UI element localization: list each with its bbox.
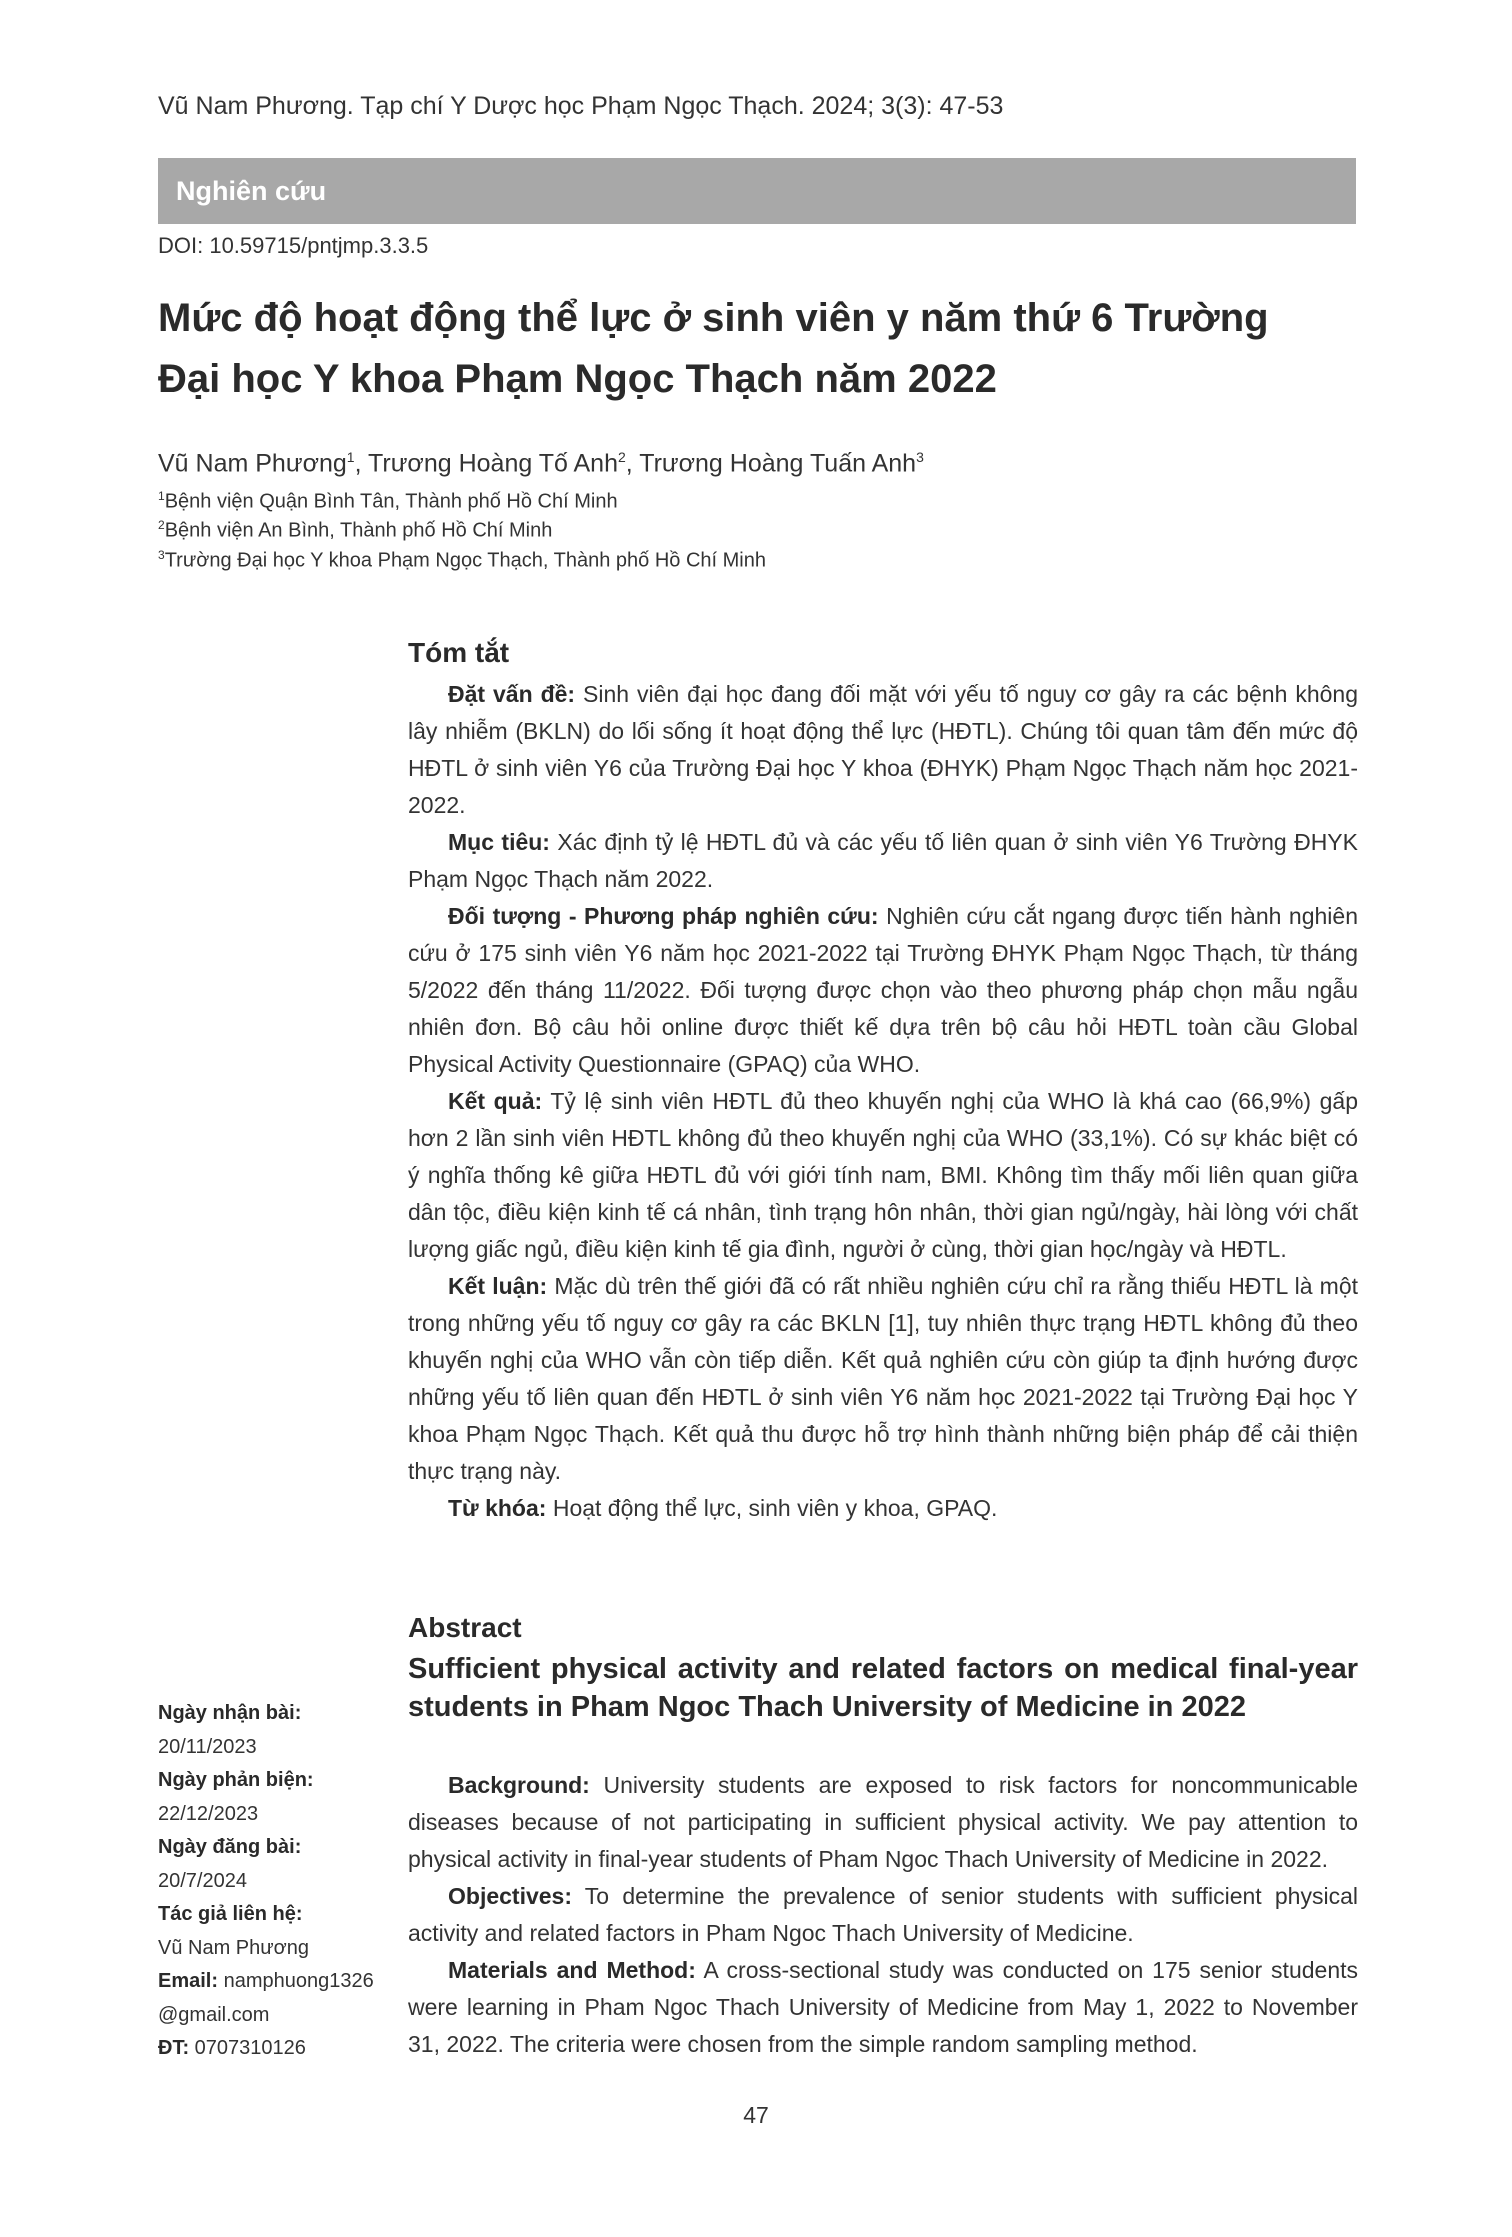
affiliation-sup: 2 <box>158 518 165 532</box>
abstract-paragraph <box>408 824 1358 898</box>
abstract-paragraph <box>408 676 1358 824</box>
paragraph-label: Mục tiêu: <box>448 829 550 855</box>
author-sup: 2 <box>617 449 626 465</box>
affiliation <box>158 518 552 543</box>
author-name: Vũ Nam Phương <box>158 449 347 478</box>
paragraph-text: Hoạt động thể lực, sinh viên y khoa, GPAQ. <box>546 1495 998 1521</box>
paragraph-text: University students are exposed to risk factors for noncommunicable diseases because of not participating in sufficient physical activity. We pay attention to physical activity in final-year students of Pham Ngoc Thach University of Medicine in 2022. <box>408 1772 1358 1872</box>
paragraph-text: Tỷ lệ sinh viên HĐTL đủ theo khuyến nghị của WHO là khá cao (66,9%) gấp hơn 2 lần sinh viên HĐTL không đủ theo khuyến nghị của WHO (33,1%). Có sự khác biệt có ý nghĩa thống kê giữa HĐTL đủ với giới tính nam, BMI. Không tìm thấy mối liên quan giữa dân tộc, điều kiện kinh tế cá nhân, tình trạng hôn nhân, thời gian ngủ/ngày, hài lòng với chất lượng giấc ngủ, điều kiện kinh tế gia đình, người ở cùng, thời gian học/ngày và HĐTL. <box>408 1088 1358 1262</box>
affiliation-sup: 3 <box>158 548 165 562</box>
published-date: 20/7/2024 <box>158 1869 247 1892</box>
abstract-paragraph <box>408 898 1358 1083</box>
author-sep: , <box>625 449 640 478</box>
title-line: Mức độ hoạt động thể lực ở sinh viên y năm thứ 6 Trường <box>158 296 1269 340</box>
abstract-paragraph <box>408 1490 1358 1527</box>
en-abstract-heading: Abstract <box>408 1612 522 1643</box>
paragraph-text: Xác định tỷ lệ HĐTL đủ và các yếu tố liên quan ở sinh viên Y6 Trường ĐHYK Phạm Ngọc Thạch năm 2022. <box>408 829 1358 892</box>
article-title <box>158 288 1358 410</box>
author-sup: 3 <box>916 449 924 465</box>
paragraph-text: Sinh viên đại học đang đối mặt với yếu tố nguy cơ gây ra các bệnh không lây nhiễm (BKLN) do lối sống ít hoạt động thể lực (HĐTL). Chúng tôi quan tâm đến mức độ HĐTL ở sinh viên Y6 của Trường Đại học Y khoa (ĐHYK) Phạm Ngọc Thạch năm học 2021-2022. <box>408 681 1358 818</box>
abstract-paragraph <box>408 1268 1358 1490</box>
paragraph-label: Đặt vấn đề: <box>448 681 576 707</box>
citation-line: Vũ Nam Phương. Tạp chí Y Dược học Phạm Ngọc Thạch. 2024; 3(3): 47-53 <box>158 92 1004 120</box>
doi: DOI: 10.59715/pntjmp.3.3.5 <box>158 233 429 258</box>
author-name: Trương Hoàng Tố Anh <box>368 449 618 478</box>
affiliation-text: Bệnh viện An Bình, Thành phố Hồ Chí Minh <box>164 519 553 542</box>
paragraph-label: Background: <box>448 1772 590 1798</box>
affiliation-sup: 1 <box>158 489 165 503</box>
published-label: Ngày đăng bài: <box>158 1836 302 1858</box>
email-line <box>158 1965 398 1999</box>
email-label: Email: <box>158 1970 219 1992</box>
paragraph-label: Kết luận: <box>448 1273 548 1299</box>
phone-value: 0707310126 <box>189 2037 306 2059</box>
title-line: Đại học Y khoa Phạm Ngọc Thạch năm 2022 <box>158 357 997 401</box>
affiliation-text: Bệnh viện Quận Bình Tân, Thành phố Hồ Chí Minh <box>164 490 618 513</box>
section-bar: Nghiên cứu <box>158 158 1356 224</box>
vn-abstract-heading: Tóm tắt <box>408 637 510 668</box>
paragraph-text: To determine the prevalence of senior students with sufficient physical activity and related factors in Pham Ngoc Thach University of Medicine. <box>408 1883 1358 1946</box>
reviewed-label: Ngày phản biện: <box>158 1769 314 1791</box>
author-list <box>158 449 924 478</box>
vn-abstract-body <box>408 676 1358 1527</box>
en-abstract-subtitle: Sufficient physical activity and related factors on medical final-year students in Pham Ngoc Thach University of Medicine in 2022 <box>408 1653 1358 1723</box>
author-name: Trương Hoàng Tuấn Anh <box>639 449 917 478</box>
page-number: 47 <box>743 2102 769 2128</box>
reviewed-date: 22/12/2023 <box>158 1802 259 1825</box>
en-abstract-body <box>408 1767 1358 2063</box>
affiliation <box>158 548 766 573</box>
paragraph-label: Đối tượng - Phương pháp nghiên cứu: <box>448 903 879 929</box>
affiliation <box>158 489 618 514</box>
email-value: namphuong1326 <box>218 1970 374 1992</box>
corresponding-name: Vũ Nam Phương <box>158 1936 310 1959</box>
email-domain: @gmail.com <box>158 2003 270 2026</box>
author-sup: 1 <box>346 449 355 465</box>
paragraph-label: Materials and Method: <box>448 1957 696 1983</box>
paragraph-label: Objectives: <box>448 1883 572 1909</box>
received-date: 20/11/2023 <box>158 1735 257 1758</box>
paragraph-text: Nghiên cứu cắt ngang được tiến hành nghiên cứu ở 175 sinh viên Y6 năm học 2021-2022 tại Trường ĐHYK Phạm Ngọc Thạch, từ tháng 5/2022 đến tháng 11/2022. Đối tượng được chọn vào theo phương pháp chọn mẫu ngẫu nhiên đơn. Bộ câu hỏi online được thiết kế dựa trên bộ câu hỏi HĐTL toàn cầu Global Physical Activity Questionnaire (GPAQ) của WHO. <box>408 903 1358 1077</box>
abstract-paragraph <box>408 1878 1358 1952</box>
abstract-paragraph <box>408 1767 1358 1878</box>
phone-label: ĐT: <box>158 2037 190 2059</box>
affiliation-text: Trường Đại học Y khoa Phạm Ngọc Thạch, Thành phố Hồ Chí Minh <box>164 549 766 572</box>
abstract-paragraph <box>408 1952 1358 2063</box>
paragraph-label: Từ khóa: <box>448 1495 547 1521</box>
article-info-sidebar <box>158 1697 398 2066</box>
received-label: Ngày nhận bài: <box>158 1702 302 1724</box>
author-sep: , <box>354 449 369 478</box>
paragraph-text: Mặc dù trên thế giới đã có rất nhiều nghiên cứu chỉ ra rằng thiếu HĐTL là một trong những yếu tố nguy cơ gây ra các BKLN [1], tuy nhiên thực trạng HĐTL không đủ theo khuyến nghị của WHO vẫn còn tiếp diễn. Kết quả nghiên cứu còn giúp ta định hướng được những yếu tố liên quan đến HĐTL ở sinh viên Y6 năm học 2021-2022 tại Trường Đại học Y khoa Phạm Ngọc Thạch. Kết quả thu được hỗ trợ hình thành những biện pháp để cải thiện thực trạng này. <box>408 1273 1359 1484</box>
paragraph-label: Kết quả: <box>448 1088 543 1114</box>
corresponding-label: Tác giả liên hệ: <box>158 1903 303 1925</box>
phone-line <box>158 2032 398 2066</box>
paragraph-text: A cross-sectional study was conducted on 175 senior students were learning in Pham Ngoc Thach University of Medicine from May 1, 2022 to November 31, 2022. The criteria were chosen from the simple random sampling method. <box>408 1957 1358 2057</box>
abstract-paragraph <box>408 1083 1358 1268</box>
